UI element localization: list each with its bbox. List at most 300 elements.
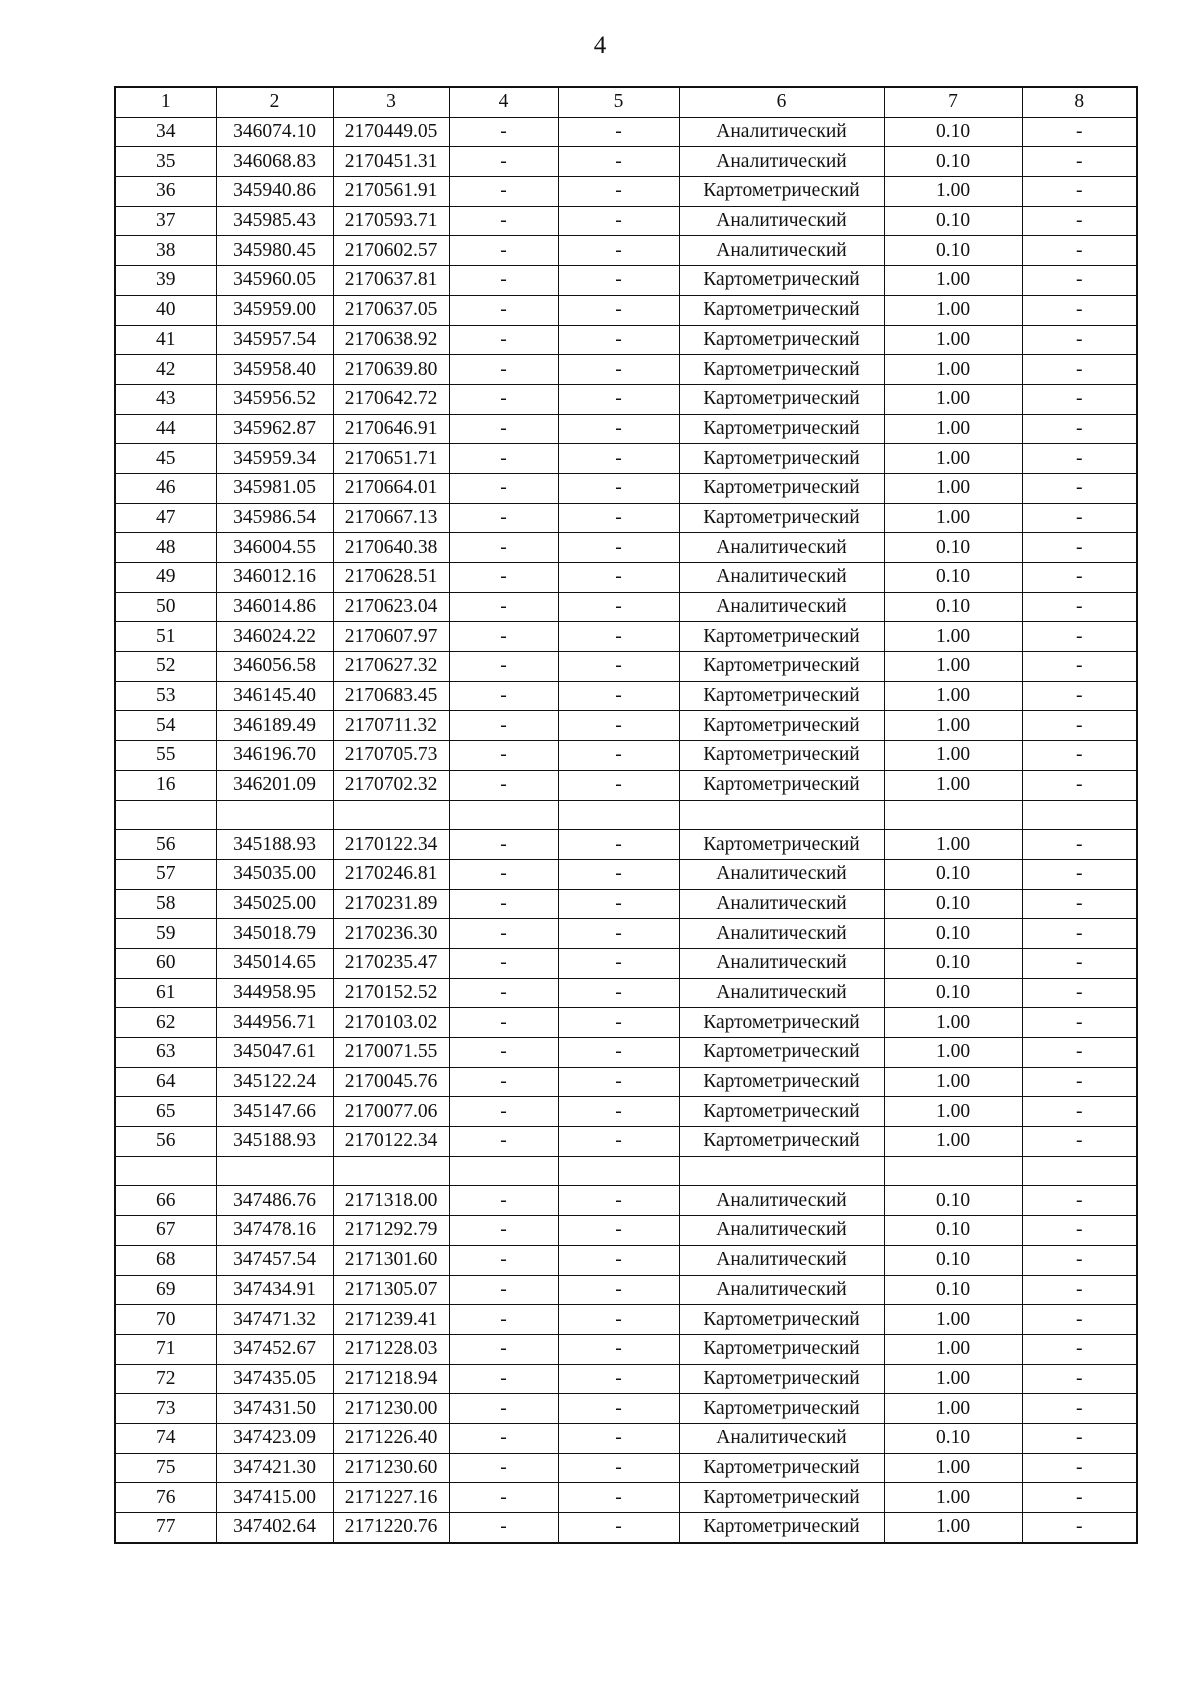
table-cell-col-5: - xyxy=(558,1245,679,1275)
table-cell-col-5: - xyxy=(558,266,679,296)
table-cell-col-8: - xyxy=(1022,1423,1137,1453)
table-row xyxy=(115,1305,1137,1335)
table-cell-col-5: - xyxy=(558,681,679,711)
table-cell-col-1 xyxy=(115,1156,216,1186)
table-cell-col-1: 49 xyxy=(115,563,216,593)
table-cell-col-6: Аналитический xyxy=(679,117,884,147)
table-cell-col-2 xyxy=(216,1156,333,1186)
table-row xyxy=(115,355,1137,385)
table-cell-col-2: 347402.64 xyxy=(216,1513,333,1543)
table-cell-col-8: - xyxy=(1022,177,1137,207)
table-cell-col-8: - xyxy=(1022,236,1137,266)
table-cell-col-5: - xyxy=(558,563,679,593)
table-cell-col-5: - xyxy=(558,948,679,978)
table-cell-col-2: 347415.00 xyxy=(216,1483,333,1513)
table-cell-col-3: 2170664.01 xyxy=(333,473,449,503)
table-cell-col-8: - xyxy=(1022,473,1137,503)
table-cell-col-5: - xyxy=(558,1305,679,1335)
table-cell-col-5: - xyxy=(558,652,679,682)
table-cell-col-1: 71 xyxy=(115,1334,216,1364)
column-header-7: 7 xyxy=(884,87,1022,117)
table-cell-col-2: 346196.70 xyxy=(216,741,333,771)
table-cell-col-5: - xyxy=(558,295,679,325)
table-cell-col-4: - xyxy=(449,1364,558,1394)
table-cell-col-6: Картометрический xyxy=(679,414,884,444)
table-cell-col-4: - xyxy=(449,266,558,296)
table-cell-col-8: - xyxy=(1022,414,1137,444)
table-row xyxy=(115,800,1137,830)
table-cell-col-7: 1.00 xyxy=(884,384,1022,414)
table-row xyxy=(115,711,1137,741)
table-cell-col-2: 345956.52 xyxy=(216,384,333,414)
table-cell-col-4: - xyxy=(449,1186,558,1216)
table-cell-col-4: - xyxy=(449,1038,558,1068)
table-cell-col-5: - xyxy=(558,1394,679,1424)
table-row xyxy=(115,147,1137,177)
table-row xyxy=(115,384,1137,414)
table-cell-col-2: 346004.55 xyxy=(216,533,333,563)
table-cell-col-2: 345960.05 xyxy=(216,266,333,296)
table-cell-col-5: - xyxy=(558,503,679,533)
table-cell-col-8: - xyxy=(1022,355,1137,385)
table-cell-col-4: - xyxy=(449,1245,558,1275)
table-row xyxy=(115,741,1137,771)
table-cell-col-1: 59 xyxy=(115,919,216,949)
table-cell-col-1: 50 xyxy=(115,592,216,622)
table-cell-col-3: 2170705.73 xyxy=(333,741,449,771)
table-cell-col-2: 345958.40 xyxy=(216,355,333,385)
table-cell-col-2: 345959.00 xyxy=(216,295,333,325)
table-cell-col-4: - xyxy=(449,978,558,1008)
table-cell-col-4: - xyxy=(449,1483,558,1513)
table-cell-col-8: - xyxy=(1022,1216,1137,1246)
table-row xyxy=(115,592,1137,622)
table-cell-col-1: 68 xyxy=(115,1245,216,1275)
table-cell-col-2: 347423.09 xyxy=(216,1423,333,1453)
table-cell-col-1: 66 xyxy=(115,1186,216,1216)
table-cell-col-2: 346068.83 xyxy=(216,147,333,177)
table-cell-col-8: - xyxy=(1022,1245,1137,1275)
table-cell-col-7: 1.00 xyxy=(884,473,1022,503)
table-row xyxy=(115,1364,1137,1394)
table-cell-col-7 xyxy=(884,800,1022,830)
table-cell-col-3: 2170602.57 xyxy=(333,236,449,266)
table-cell-col-4: - xyxy=(449,295,558,325)
table-cell-col-1: 44 xyxy=(115,414,216,444)
table-cell-col-7: 1.00 xyxy=(884,1334,1022,1364)
table-cell-col-1: 57 xyxy=(115,859,216,889)
table-cell-col-4: - xyxy=(449,206,558,236)
table-cell-col-4: - xyxy=(449,1334,558,1364)
table-cell-col-5: - xyxy=(558,384,679,414)
table-cell-col-7: 0.10 xyxy=(884,1275,1022,1305)
table-cell-col-8: - xyxy=(1022,1513,1137,1543)
table-cell-col-8: - xyxy=(1022,859,1137,889)
table-cell-col-2: 345188.93 xyxy=(216,830,333,860)
table-cell-col-1: 70 xyxy=(115,1305,216,1335)
table-cell-col-4: - xyxy=(449,1097,558,1127)
table-cell-col-2: 346056.58 xyxy=(216,652,333,682)
table-cell-col-1: 60 xyxy=(115,948,216,978)
table-cell-col-4: - xyxy=(449,859,558,889)
table-cell-col-1: 53 xyxy=(115,681,216,711)
table-cell-col-5: - xyxy=(558,1127,679,1157)
table-row xyxy=(115,1038,1137,1068)
table-cell-col-6 xyxy=(679,800,884,830)
table-cell-col-6: Картометрический xyxy=(679,1305,884,1335)
table-cell-col-4: - xyxy=(449,117,558,147)
table-cell-col-4: - xyxy=(449,1305,558,1335)
table-cell-col-6: Картометрический xyxy=(679,1097,884,1127)
table-cell-col-3: 2171239.41 xyxy=(333,1305,449,1335)
table-cell-col-3: 2170627.32 xyxy=(333,652,449,682)
table-cell-col-7: 1.00 xyxy=(884,1394,1022,1424)
page-number: 4 xyxy=(593,32,607,59)
table-cell-col-8: - xyxy=(1022,1038,1137,1068)
table-cell-col-1: 40 xyxy=(115,295,216,325)
table-cell-col-1: 64 xyxy=(115,1067,216,1097)
table-row xyxy=(115,770,1137,800)
table-cell-col-4: - xyxy=(449,384,558,414)
table-cell-col-2: 345188.93 xyxy=(216,1127,333,1157)
table-cell-col-6: Картометрический xyxy=(679,444,884,474)
table-cell-col-6: Картометрический xyxy=(679,622,884,652)
table-cell-col-6: Картометрический xyxy=(679,384,884,414)
table-cell-col-6: Аналитический xyxy=(679,533,884,563)
table-cell-col-3: 2171226.40 xyxy=(333,1423,449,1453)
table-cell-col-1: 34 xyxy=(115,117,216,147)
table-cell-col-5: - xyxy=(558,1038,679,1068)
table-cell-col-7: 1.00 xyxy=(884,503,1022,533)
table-cell-col-3: 2170235.47 xyxy=(333,948,449,978)
table-cell-col-3: 2170561.91 xyxy=(333,177,449,207)
table-cell-col-2: 347478.16 xyxy=(216,1216,333,1246)
table-cell-col-6: Аналитический xyxy=(679,147,884,177)
table-cell-col-7: 1.00 xyxy=(884,830,1022,860)
table-cell-col-6: Аналитический xyxy=(679,236,884,266)
table-cell-col-7: 0.10 xyxy=(884,1216,1022,1246)
table-cell-col-1: 65 xyxy=(115,1097,216,1127)
table-cell-col-7: 0.10 xyxy=(884,948,1022,978)
table-cell-col-5: - xyxy=(558,1364,679,1394)
table-cell-col-4: - xyxy=(449,1423,558,1453)
table-cell-col-8: - xyxy=(1022,1275,1137,1305)
table-cell-col-5: - xyxy=(558,147,679,177)
column-header-6: 6 xyxy=(679,87,884,117)
table-cell-col-2: 346012.16 xyxy=(216,563,333,593)
table-cell-col-7: 1.00 xyxy=(884,1453,1022,1483)
table-cell-col-5: - xyxy=(558,1186,679,1216)
table-cell-col-5: - xyxy=(558,830,679,860)
table-cell-col-4: - xyxy=(449,147,558,177)
table-cell-col-6: Аналитический xyxy=(679,1423,884,1453)
table-cell-col-8: - xyxy=(1022,325,1137,355)
table-cell-col-3: 2170103.02 xyxy=(333,1008,449,1038)
table-cell-col-1: 63 xyxy=(115,1038,216,1068)
table-cell-col-3: 2170651.71 xyxy=(333,444,449,474)
table-cell-col-3: 2170637.05 xyxy=(333,295,449,325)
table-cell-col-4: - xyxy=(449,681,558,711)
table-cell-col-7: 1.00 xyxy=(884,1513,1022,1543)
table-cell-col-4 xyxy=(449,1156,558,1186)
table-row xyxy=(115,1423,1137,1453)
table-cell-col-7: 0.10 xyxy=(884,1245,1022,1275)
table-cell-col-4: - xyxy=(449,563,558,593)
table-cell-col-1: 46 xyxy=(115,473,216,503)
table-cell-col-6: Аналитический xyxy=(679,948,884,978)
table-cell-col-3: 2170122.34 xyxy=(333,1127,449,1157)
table-cell-col-7: 0.10 xyxy=(884,563,1022,593)
table-row xyxy=(115,1394,1137,1424)
table-cell-col-1: 77 xyxy=(115,1513,216,1543)
table-cell-col-4: - xyxy=(449,1275,558,1305)
table-cell-col-2: 345962.87 xyxy=(216,414,333,444)
table-cell-col-8: - xyxy=(1022,1483,1137,1513)
table-cell-col-3: 2170637.81 xyxy=(333,266,449,296)
table-cell-col-8: - xyxy=(1022,117,1137,147)
table-cell-col-2: 345959.34 xyxy=(216,444,333,474)
table-cell-col-2: 346014.86 xyxy=(216,592,333,622)
table-cell-col-2: 345981.05 xyxy=(216,473,333,503)
table-cell-col-6: Картометрический xyxy=(679,1394,884,1424)
table-cell-col-5: - xyxy=(558,1097,679,1127)
table-cell-col-1: 52 xyxy=(115,652,216,682)
table-cell-col-2: 346201.09 xyxy=(216,770,333,800)
table-cell-col-8: - xyxy=(1022,592,1137,622)
column-header-5: 5 xyxy=(558,87,679,117)
table-cell-col-4: - xyxy=(449,414,558,444)
table-cell-col-2: 346189.49 xyxy=(216,711,333,741)
table-cell-col-3: 2171218.94 xyxy=(333,1364,449,1394)
table-cell-col-5 xyxy=(558,800,679,830)
table-cell-col-3: 2170683.45 xyxy=(333,681,449,711)
table-cell-col-6: Картометрический xyxy=(679,1483,884,1513)
table-cell-col-4: - xyxy=(449,503,558,533)
table-cell-col-3: 2170702.32 xyxy=(333,770,449,800)
table-cell-col-4: - xyxy=(449,1127,558,1157)
table-row xyxy=(115,681,1137,711)
table-cell-col-1: 76 xyxy=(115,1483,216,1513)
table-cell-col-5: - xyxy=(558,1275,679,1305)
table-cell-col-6: Картометрический xyxy=(679,830,884,860)
table-cell-col-3: 2170646.91 xyxy=(333,414,449,444)
table-row xyxy=(115,1067,1137,1097)
table-cell-col-6: Картометрический xyxy=(679,503,884,533)
table-cell-col-6: Картометрический xyxy=(679,1067,884,1097)
table-cell-col-6: Картометрический xyxy=(679,473,884,503)
table-cell-col-5: - xyxy=(558,1216,679,1246)
table-row xyxy=(115,1275,1137,1305)
table-row xyxy=(115,622,1137,652)
table-cell-col-4: - xyxy=(449,711,558,741)
table-row xyxy=(115,652,1137,682)
table-cell-col-1: 55 xyxy=(115,741,216,771)
table-cell-col-2: 347421.30 xyxy=(216,1453,333,1483)
table-cell-col-2: 345986.54 xyxy=(216,503,333,533)
table-cell-col-2: 346074.10 xyxy=(216,117,333,147)
table-cell-col-1: 69 xyxy=(115,1275,216,1305)
table-cell-col-6: Картометрический xyxy=(679,770,884,800)
table-cell-col-6: Картометрический xyxy=(679,711,884,741)
table-cell-col-7: 1.00 xyxy=(884,1097,1022,1127)
table-cell-col-5: - xyxy=(558,1483,679,1513)
table-cell-col-4: - xyxy=(449,1008,558,1038)
table-cell-col-8: - xyxy=(1022,444,1137,474)
table-row xyxy=(115,236,1137,266)
table-cell-col-4: - xyxy=(449,741,558,771)
table-row xyxy=(115,325,1137,355)
table-row xyxy=(115,533,1137,563)
table-row xyxy=(115,295,1137,325)
table-cell-col-5: - xyxy=(558,236,679,266)
table-cell-col-5: - xyxy=(558,919,679,949)
table-cell-col-1: 43 xyxy=(115,384,216,414)
table-row xyxy=(115,1334,1137,1364)
table-cell-col-1: 42 xyxy=(115,355,216,385)
table-cell-col-8: - xyxy=(1022,563,1137,593)
table-cell-col-3: 2170623.04 xyxy=(333,592,449,622)
table-cell-col-5: - xyxy=(558,414,679,444)
table-cell-col-6: Картометрический xyxy=(679,1334,884,1364)
table-cell-col-2: 346145.40 xyxy=(216,681,333,711)
table-cell-col-8: - xyxy=(1022,741,1137,771)
table-cell-col-6: Аналитический xyxy=(679,859,884,889)
table-cell-col-7: 1.00 xyxy=(884,1127,1022,1157)
table-cell-col-5: - xyxy=(558,1423,679,1453)
table-row xyxy=(115,1127,1137,1157)
table-cell-col-1: 61 xyxy=(115,978,216,1008)
table-cell-col-4: - xyxy=(449,1067,558,1097)
table-cell-col-8: - xyxy=(1022,622,1137,652)
table-cell-col-7: 1.00 xyxy=(884,681,1022,711)
table-cell-col-6: Аналитический xyxy=(679,978,884,1008)
table-cell-col-4: - xyxy=(449,919,558,949)
table-cell-col-5: - xyxy=(558,325,679,355)
table-cell-col-6: Аналитический xyxy=(679,1216,884,1246)
table-cell-col-8: - xyxy=(1022,1364,1137,1394)
table-header-row xyxy=(115,87,1137,117)
table-cell-col-6: Картометрический xyxy=(679,355,884,385)
table-cell-col-8: - xyxy=(1022,1097,1137,1127)
table-cell-col-3: 2171220.76 xyxy=(333,1513,449,1543)
table-cell-col-5: - xyxy=(558,444,679,474)
table-cell-col-5: - xyxy=(558,206,679,236)
table-cell-col-3: 2170607.97 xyxy=(333,622,449,652)
table-cell-col-5: - xyxy=(558,473,679,503)
table-cell-col-8: - xyxy=(1022,1127,1137,1157)
table-cell-col-4: - xyxy=(449,830,558,860)
table-cell-col-4: - xyxy=(449,236,558,266)
table-cell-col-2: 347452.67 xyxy=(216,1334,333,1364)
table-cell-col-3: 2170628.51 xyxy=(333,563,449,593)
table-cell-col-8: - xyxy=(1022,681,1137,711)
table-cell-col-5: - xyxy=(558,1513,679,1543)
table-cell-col-6: Картометрический xyxy=(679,266,884,296)
table-cell-col-1: 47 xyxy=(115,503,216,533)
table-row xyxy=(115,830,1137,860)
table-cell-col-4: - xyxy=(449,948,558,978)
table-cell-col-8: - xyxy=(1022,1008,1137,1038)
table-cell-col-6: Аналитический xyxy=(679,1275,884,1305)
table-cell-col-3: 2170077.06 xyxy=(333,1097,449,1127)
table-cell-col-7: 1.00 xyxy=(884,1364,1022,1394)
table-cell-col-2: 347434.91 xyxy=(216,1275,333,1305)
table-cell-col-7: 1.00 xyxy=(884,444,1022,474)
table-cell-col-1: 72 xyxy=(115,1364,216,1394)
table-cell-col-7: 0.10 xyxy=(884,978,1022,1008)
table-cell-col-3: 2170449.05 xyxy=(333,117,449,147)
table-cell-col-7: 1.00 xyxy=(884,770,1022,800)
table-cell-col-4: - xyxy=(449,1453,558,1483)
table-cell-col-2: 347471.32 xyxy=(216,1305,333,1335)
table-cell-col-2: 345018.79 xyxy=(216,919,333,949)
table-cell-col-2: 347457.54 xyxy=(216,1245,333,1275)
table-cell-col-1: 48 xyxy=(115,533,216,563)
table-cell-col-4: - xyxy=(449,622,558,652)
table-cell-col-7: 0.10 xyxy=(884,206,1022,236)
table-row xyxy=(115,414,1137,444)
table-cell-col-8: - xyxy=(1022,1334,1137,1364)
table-row xyxy=(115,978,1137,1008)
table-cell-col-3: 2171230.00 xyxy=(333,1394,449,1424)
table-cell-col-6: Картометрический xyxy=(679,1038,884,1068)
table-cell-col-5: - xyxy=(558,592,679,622)
table-row xyxy=(115,1453,1137,1483)
table-cell-col-6: Картометрический xyxy=(679,325,884,355)
table-cell-col-4: - xyxy=(449,177,558,207)
table-cell-col-5: - xyxy=(558,889,679,919)
table-cell-col-3: 2170246.81 xyxy=(333,859,449,889)
table-cell-col-3 xyxy=(333,800,449,830)
table-cell-col-2: 345147.66 xyxy=(216,1097,333,1127)
table-cell-col-6: Картометрический xyxy=(679,295,884,325)
table-cell-col-7 xyxy=(884,1156,1022,1186)
table-cell-col-3: 2170667.13 xyxy=(333,503,449,533)
table-cell-col-5: - xyxy=(558,1067,679,1097)
table-cell-col-1: 56 xyxy=(115,830,216,860)
table-cell-col-4: - xyxy=(449,1216,558,1246)
table-cell-col-8: - xyxy=(1022,1305,1137,1335)
table-cell-col-3: 2170045.76 xyxy=(333,1067,449,1097)
table-cell-col-5: - xyxy=(558,1334,679,1364)
table-cell-col-1: 39 xyxy=(115,266,216,296)
table-row xyxy=(115,1008,1137,1038)
table-cell-col-4: - xyxy=(449,473,558,503)
table-cell-col-7: 1.00 xyxy=(884,414,1022,444)
table-cell-col-2: 345025.00 xyxy=(216,889,333,919)
table-cell-col-7: 1.00 xyxy=(884,177,1022,207)
table-cell-col-6: Аналитический xyxy=(679,206,884,236)
table-cell-col-1: 37 xyxy=(115,206,216,236)
table-cell-col-3: 2171318.00 xyxy=(333,1186,449,1216)
table-cell-col-1: 58 xyxy=(115,889,216,919)
table-cell-col-3: 2171227.16 xyxy=(333,1483,449,1513)
table-cell-col-3: 2170231.89 xyxy=(333,889,449,919)
table-cell-col-7: 1.00 xyxy=(884,1483,1022,1513)
column-header-1: 1 xyxy=(115,87,216,117)
table-cell-col-5: - xyxy=(558,1008,679,1038)
table-cell-col-3: 2170451.31 xyxy=(333,147,449,177)
table-cell-col-4: - xyxy=(449,1513,558,1543)
table-row xyxy=(115,503,1137,533)
table-cell-col-8: - xyxy=(1022,206,1137,236)
table-cell-col-4: - xyxy=(449,652,558,682)
table-cell-col-2: 345980.45 xyxy=(216,236,333,266)
table-row xyxy=(115,117,1137,147)
table-row xyxy=(115,1186,1137,1216)
table-cell-col-2 xyxy=(216,800,333,830)
table-cell-col-6: Аналитический xyxy=(679,592,884,622)
